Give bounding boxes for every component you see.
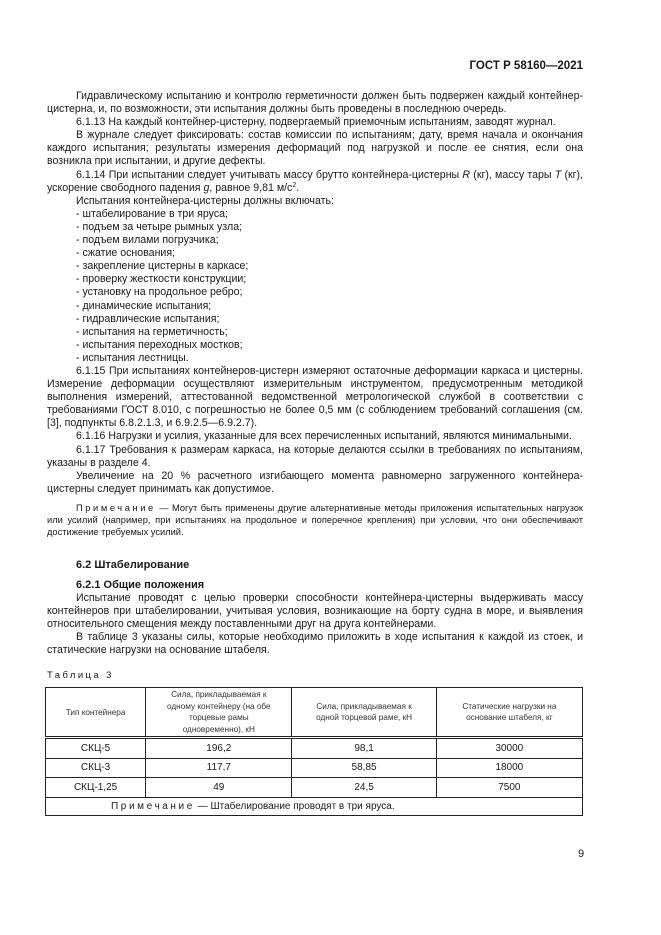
cell-type: СКЦ-3 bbox=[46, 758, 146, 778]
cell-static-load: 18000 bbox=[436, 758, 582, 778]
list-item: - сжатие основания; bbox=[76, 247, 176, 260]
paragraph-6-1-14 bbox=[47, 169, 583, 195]
document-body bbox=[47, 90, 583, 816]
column-header-type: Тип контейнера bbox=[46, 688, 146, 738]
paragraph-6-1-16: 6.1.16 Нагрузки и усилия, указанные для всех перечисленных испытаний, являются минимальными. bbox=[76, 430, 572, 443]
table-note-row bbox=[46, 797, 583, 815]
text: , равное 9,81 м/с bbox=[209, 181, 293, 194]
cell-force-container: 117,7 bbox=[146, 758, 292, 778]
text: (кг), ускорение свободного падения bbox=[47, 168, 583, 194]
symbol-t: T bbox=[554, 168, 562, 181]
note-alternative-methods bbox=[47, 502, 583, 539]
paragraph-6-1-13: 6.1.13 На каждый контейнер-цистерну, подвергаемый приемочным испытаниям, заводят журнал. bbox=[76, 116, 556, 129]
table-header-row bbox=[46, 688, 583, 738]
list-item: - закрепление цистерны в каркасе; bbox=[76, 260, 249, 273]
text: (кг), массу тары bbox=[470, 168, 555, 181]
list-item: - проверку жесткости конструкции; bbox=[76, 273, 247, 286]
note-text: — Штабелирование проводят в три яруса. bbox=[194, 800, 395, 812]
list-item: - испытания лестницы. bbox=[76, 351, 189, 364]
symbol-g: g bbox=[203, 181, 210, 194]
paragraph-tests-include: Испытания контейнера-цистерны должны включать: bbox=[76, 194, 334, 207]
list-item: - гидравлические испытания; bbox=[76, 312, 220, 325]
table-row bbox=[46, 758, 583, 778]
table-row bbox=[46, 738, 583, 759]
list-item: - испытания переходных мостков; bbox=[76, 338, 243, 351]
list-item: - подъем за четыре рымных узла; bbox=[76, 220, 243, 233]
text: 6.1.14 При испытании следует учитывать массу брутто контейнера-цистерны bbox=[76, 168, 463, 181]
column-header-static-load: Статические нагрузки на основание штабеля, кг bbox=[436, 688, 582, 738]
document-header-id: ГОСТ Р 58160—2021 bbox=[469, 60, 583, 72]
cell-force-container: 196,2 bbox=[146, 738, 292, 759]
column-header-force-frame: Сила, прикладываемая к одной торцевой раме, кН bbox=[292, 688, 436, 738]
table-row bbox=[46, 778, 583, 798]
cell-force-frame: 58,85 bbox=[292, 758, 436, 778]
list-item: - динамические испытания; bbox=[76, 299, 212, 312]
column-header-force-container: Сила, прикладываемая к одному контейнеру (на обе торцевые рамы одновременно), кН bbox=[146, 688, 292, 738]
paragraph-journal: В журнале следует фиксировать: состав комиссии по испытаниям; дату, время начала и окончания каждого испытания; результаты измерения деформаций под нагрузкой и после ее снятия, если она возникла при испытании, и другие дефекты. bbox=[47, 129, 583, 168]
note-text: — Могут быть применены другие альтернативные методы приложения испытательных нагрузок или усилий (например, при испытаниях на продольное и поперечное крепления) при условии, что они обеспечивают достижение требуемых усилий. bbox=[47, 502, 583, 538]
paragraph-stacking-purpose: Испытание проводят с целью проверки способности контейнера-цистерны выдерживать массу контейнеров при штабелировании, учитывая условия, возникающие на борту судна в море, и выявления относительного смещения между поставленными друг на друга контейнерами. bbox=[47, 591, 583, 630]
superscript: 2 bbox=[292, 181, 297, 189]
spacer bbox=[47, 657, 583, 669]
note-label: Примечание bbox=[111, 800, 195, 812]
cell-type: СКЦ-1,25 bbox=[46, 778, 146, 798]
cell-force-container: 49 bbox=[146, 778, 292, 798]
spacer bbox=[47, 572, 583, 579]
table-note bbox=[46, 797, 583, 815]
cell-static-load: 30000 bbox=[436, 738, 582, 759]
cell-static-load: 7500 bbox=[436, 778, 582, 798]
list-item: - подъем вилами погрузчика; bbox=[76, 234, 219, 247]
paragraph-hydraulic: Гидравлическому испытанию и контролю герметичности должен быть подвержен каждый контейнер-цистерна, и, по возможности, эти испытания должны быть проведены в последнюю очередь. bbox=[47, 90, 583, 116]
section-heading-6-2: 6.2 Штабелирование bbox=[76, 558, 190, 571]
symbol-r: R bbox=[462, 168, 471, 181]
paragraph-6-1-17: 6.1.17 Требования к размерам каркаса, на которые делаются ссылки в требованиях по испытаниям, указаны в разделе 4. bbox=[47, 443, 583, 469]
table-caption: Таблица 3 bbox=[47, 670, 114, 682]
list-item: - установку на продольное ребро; bbox=[76, 286, 243, 299]
paragraph-bending-moment: Увеличение на 20 % расчетного изгибающего момента равномерно загруженного контейнера-цистерны следует принимать как допустимое. bbox=[47, 469, 583, 495]
note-label: Примечание bbox=[76, 502, 156, 513]
paragraph-6-1-15: 6.1.15 При испытаниях контейнеров-цистерн измеряют остаточные деформации каркаса и цистерны. Измерение деформации осуществляют измерительным инструментом, предусмотренным методикой выполнения измерений, аттестованной ведомственной метрологической службой в соответствии с требованиями ГОСТ 8.010, с погрешностью не более 0,5 мм (с соблюдением требований соглашения (см. [3], подпункты 6.8.2.1.3, и 6.9.2.5—6.9.2.7). bbox=[47, 364, 583, 430]
list-item: - штабелирование в три яруса; bbox=[76, 207, 228, 220]
paragraph-table-intro: В таблице 3 указаны силы, которые необходимо приложить в ходе испытания к каждой из стоек, и статические нагрузки на основание штабеля. bbox=[47, 630, 583, 657]
section-heading-6-2-1: 6.2.1 Общие положения bbox=[76, 578, 205, 591]
spacer bbox=[47, 539, 583, 559]
cell-type: СКЦ-5 bbox=[46, 738, 146, 759]
cell-force-frame: 24,5 bbox=[292, 778, 436, 798]
stacking-loads-table bbox=[45, 687, 583, 816]
page-number: 9 bbox=[578, 848, 585, 860]
text: . bbox=[296, 181, 300, 194]
list-item: - испытания на герметичность; bbox=[76, 325, 228, 338]
test-list bbox=[47, 208, 583, 365]
cell-force-frame: 98,1 bbox=[292, 738, 436, 759]
